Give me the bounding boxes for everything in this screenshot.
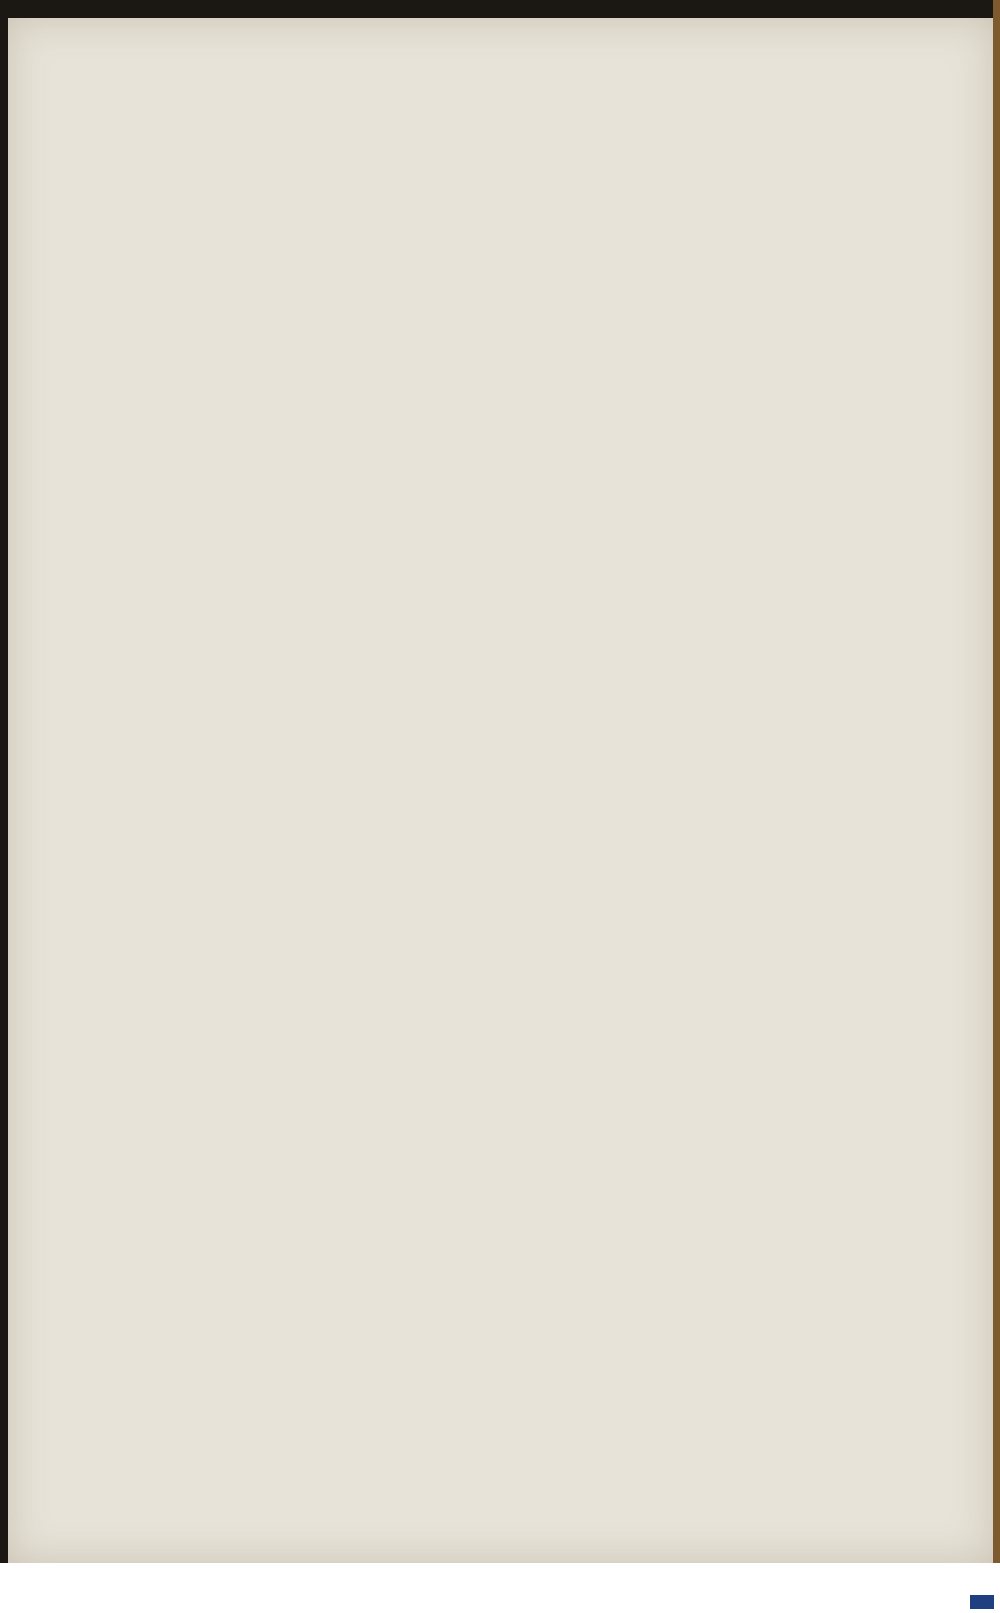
footer-bar bbox=[0, 1563, 1000, 1613]
dfg-logo bbox=[970, 1595, 994, 1609]
book-edge bbox=[993, 0, 1000, 1570]
book-page bbox=[8, 18, 993, 1563]
